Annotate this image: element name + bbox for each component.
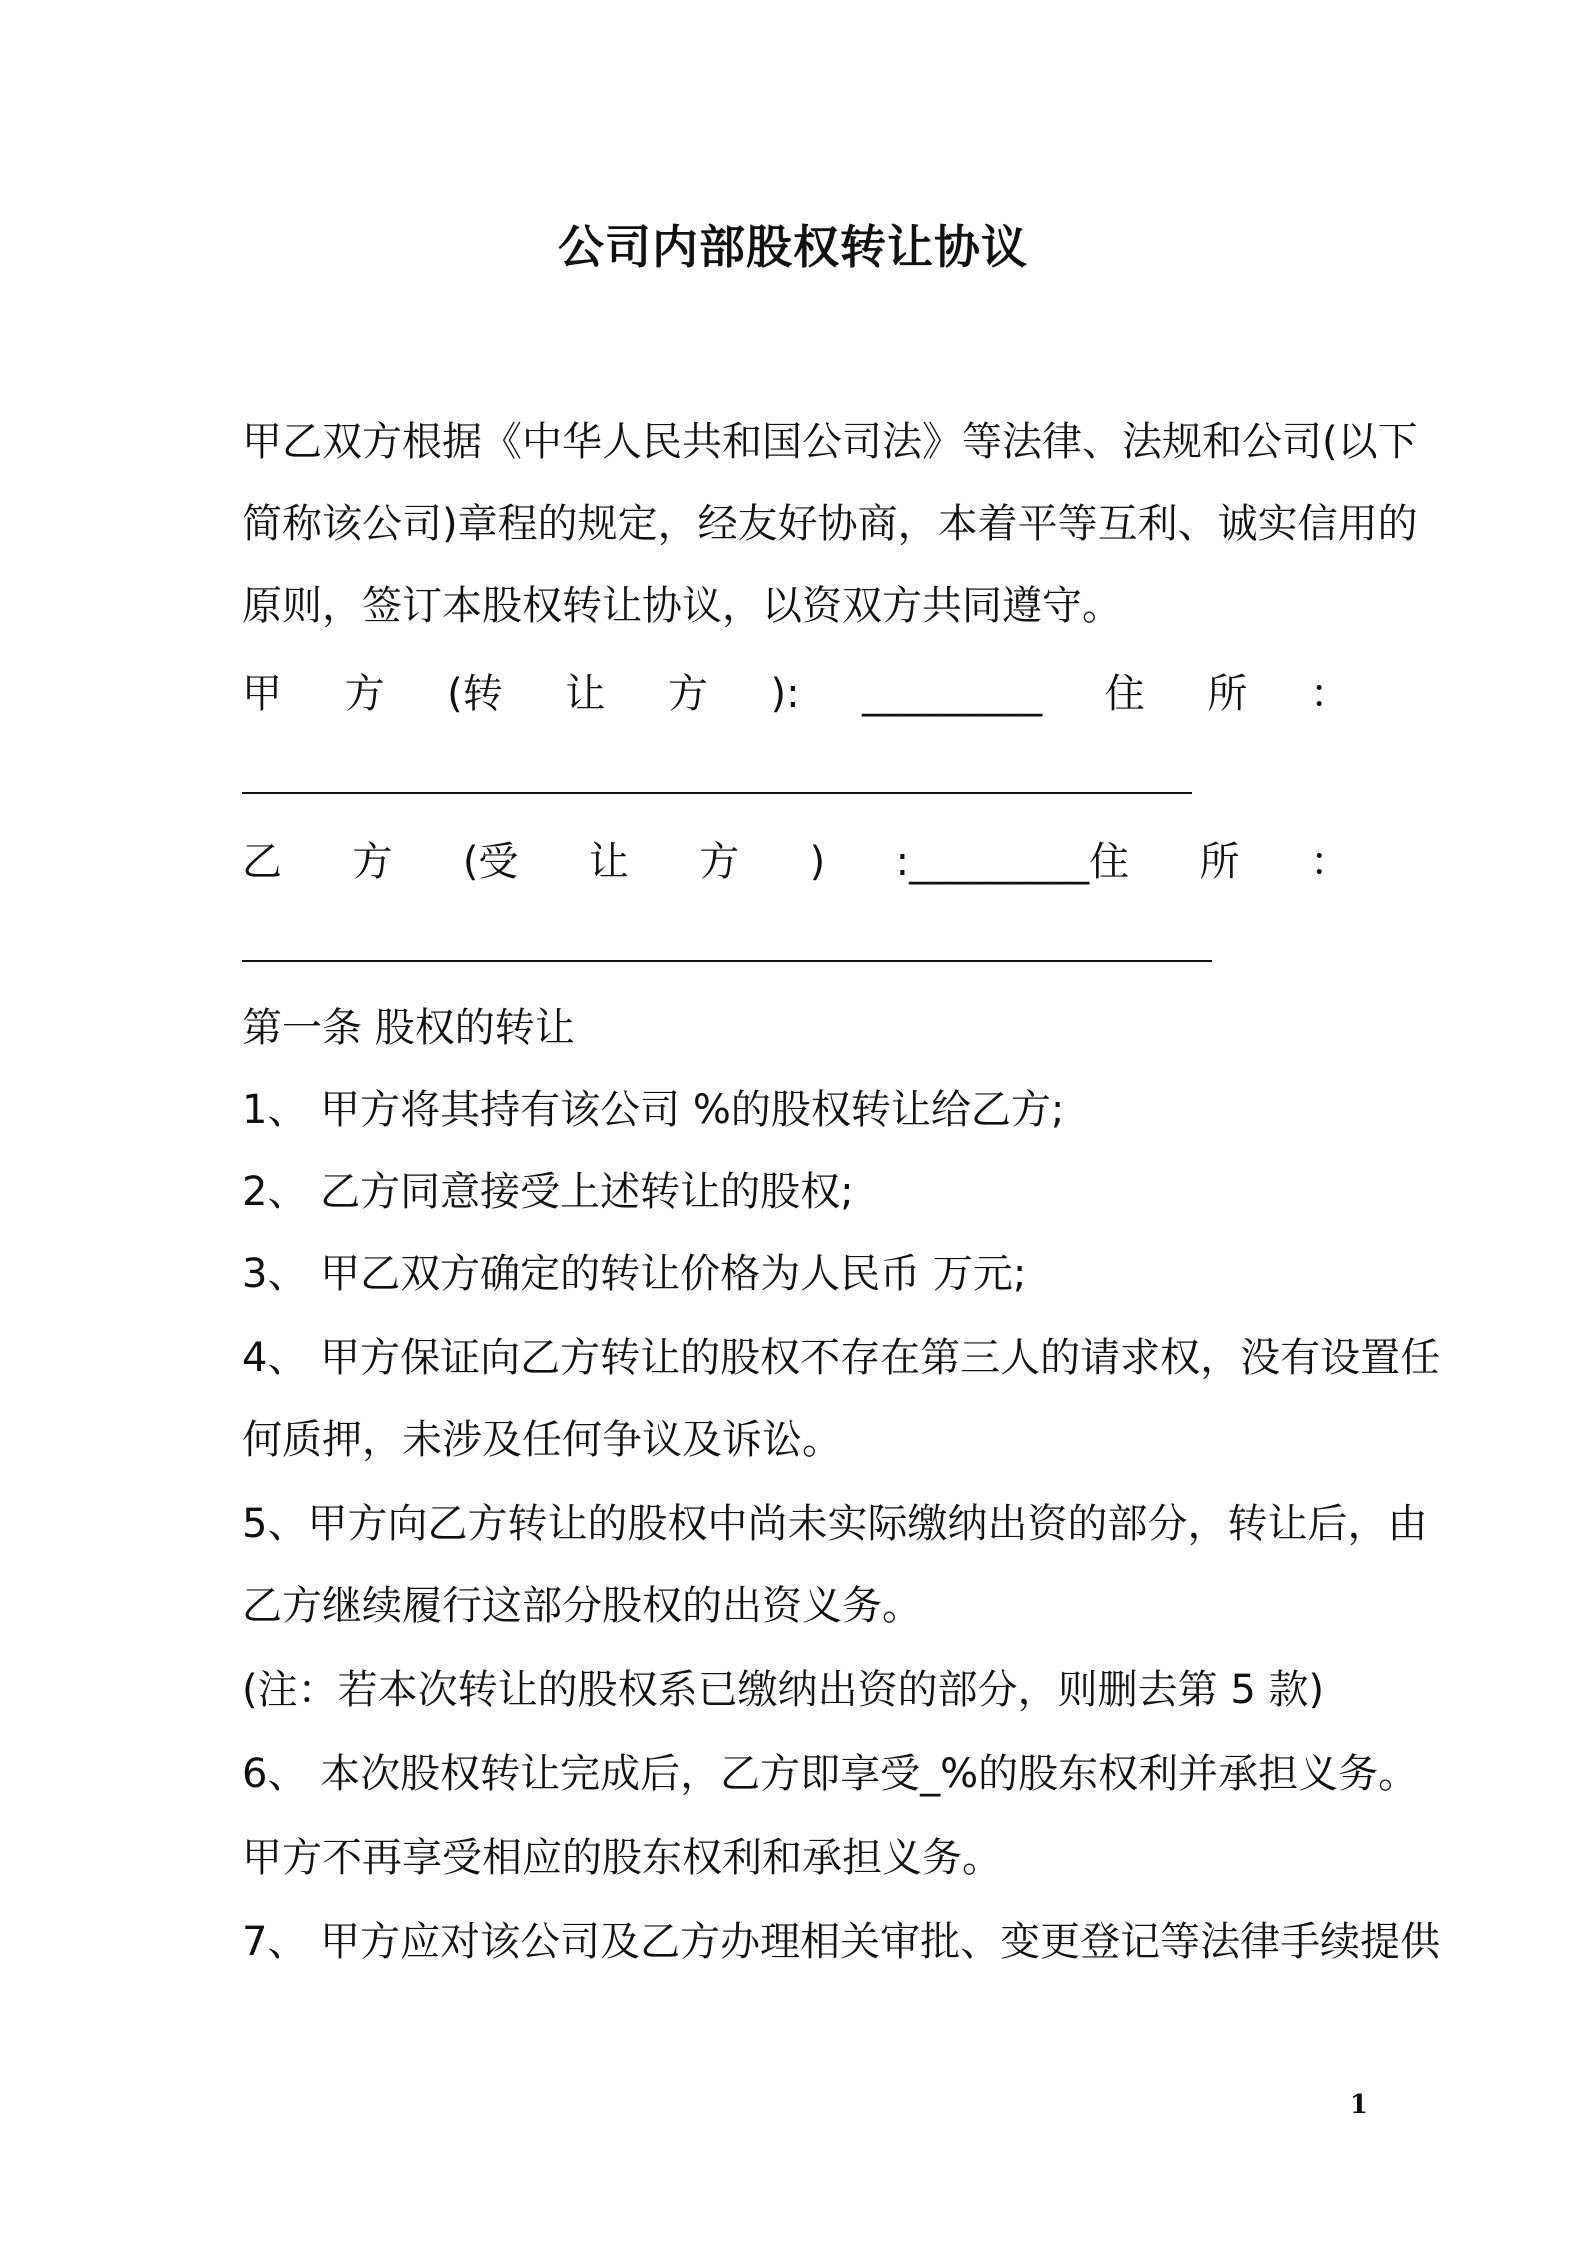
party-a-char: ： xyxy=(1309,671,1350,717)
party-b-address-line xyxy=(242,960,1212,962)
party-b-char: 方 xyxy=(699,839,740,885)
party-b-char: 让 xyxy=(588,839,629,885)
article-item: 何质押，未涉及任何争议及诉讼。 xyxy=(242,1417,842,1463)
party-b-char: 乙 xyxy=(242,839,282,885)
intro-line-1: 甲乙双方根据《中华人民共和国公司法》等法律、法规和公司(以下 xyxy=(242,419,1418,465)
document-title: 公司内部股权转让协议 xyxy=(558,220,1028,274)
party-a-char: 方 xyxy=(667,671,708,717)
article-item: 4、 甲方保证向乙方转让的股权不存在第三人的请求权，没有设置任 xyxy=(242,1335,1441,1381)
party-a-line xyxy=(242,666,1350,722)
article-heading: 第一条 股权的转让 xyxy=(242,1005,575,1051)
party-b-char: ) xyxy=(809,839,826,885)
article-item: 甲方不再享受相应的股东权利和承担义务。 xyxy=(242,1835,1002,1881)
article-item: 3、 甲乙双方确定的转让价格为人民币 万元; xyxy=(242,1251,1027,1297)
intro-line-3: 原则，签订本股权转让协议，以资双方共同遵守。 xyxy=(242,583,1122,629)
party-b-char: (受 xyxy=(462,839,519,885)
party-b-name-blank: :_________住 xyxy=(895,839,1130,885)
party-b-line xyxy=(242,834,1350,890)
article-item: 7、 甲方应对该公司及乙方办理相关审批、变更登记等法律手续提供 xyxy=(242,1919,1441,1965)
intro-line-2: 简称该公司)章程的规定，经友好协商，本着平等互利、诚实信用的 xyxy=(242,501,1418,547)
party-b-char: 方 xyxy=(352,839,393,885)
party-a-char: ): xyxy=(770,671,800,717)
party-a-char: 让 xyxy=(565,671,606,717)
article-item: 2、 乙方同意接受上述转让的股权; xyxy=(242,1169,854,1215)
article-item: 乙方继续履行这部分股权的出资义务。 xyxy=(242,1583,922,1629)
party-a-address-line xyxy=(242,792,1192,794)
party-a-char: (转 xyxy=(447,671,503,717)
article-item: 5、甲方向乙方转让的股权中尚未实际缴纳出资的部分，转让后，由 xyxy=(242,1501,1428,1547)
party-a-char: 方 xyxy=(344,671,385,717)
party-a-char: 所 xyxy=(1207,671,1248,717)
article-item: 6、 本次股权转让完成后，乙方即享受_%的股东权利并承担义务。 xyxy=(242,1751,1419,1797)
party-a-char: 住 xyxy=(1104,671,1145,717)
party-a-name-blank: _________ xyxy=(862,671,1043,717)
article-item: 1、 甲方将其持有该公司 %的股权转让给乙方; xyxy=(242,1087,1065,1133)
party-a-char: 甲 xyxy=(242,671,282,717)
party-b-char: 所 xyxy=(1199,839,1240,885)
page-number: 1 xyxy=(1349,2090,1368,2120)
article-note: (注：若本次转让的股权系已缴纳出资的部分，则删去第 5 款) xyxy=(242,1667,1325,1713)
party-b-char: ： xyxy=(1309,839,1350,885)
